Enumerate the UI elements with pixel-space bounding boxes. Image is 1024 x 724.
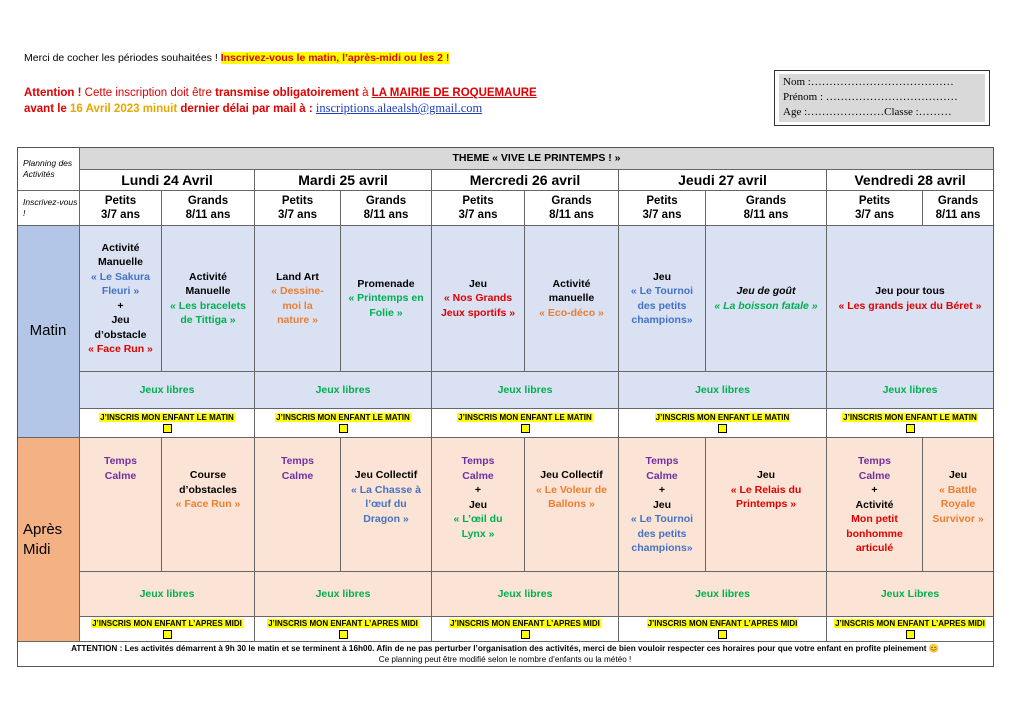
inscription-matin-text: J’INSCRIS MON ENFANT LE MATIN [276,413,410,422]
apres-activity-line: Dragon » [363,512,409,525]
group-grands-name: Grands [551,195,592,207]
jeux-libres-label: Jeux libres [139,587,195,600]
inscription-matin-text: J’INSCRIS MON ENFANT LE MATIN [843,413,977,422]
inscription-apres-2[interactable] [255,617,432,642]
matin-activity-line: champions» [631,314,693,326]
apres-activity-line: Calme [646,469,678,482]
inscription-matin-label [842,413,978,423]
apres-activity-line: l’œuf du [365,498,407,510]
apres-activity-line: + [474,484,482,496]
planning-label-cell [17,147,80,191]
inscription-matin-5[interactable] [827,409,994,438]
jeux-libres-label: Jeux Libres [880,587,940,600]
matin-jeux-libres [827,372,994,409]
apres-activity-line: Temps [103,455,138,467]
apres-jeux-libres [432,572,619,617]
apres-activity-line: Survivor » [932,512,984,525]
apres-activity-grands [923,438,994,572]
matin-activity-all [827,226,994,372]
attention-text: Cette inscription doit être [81,87,216,99]
group-grands-name: Grands [365,195,407,207]
inscription-apres-label [267,619,419,629]
apres-checkbox[interactable] [906,630,915,639]
jeux-libres-label: Jeux libres [882,383,938,396]
inscription-apres-text: J’INSCRIS MON ENFANT L’APRES MIDI [647,619,798,628]
planning-label: Planning des Activités [23,157,73,179]
matin-activity-petits [80,226,162,372]
matin-jeux-libres [432,372,619,409]
inscription-apres-label [834,619,986,629]
attention-label: Attention ! [24,87,82,99]
inscription-apres-text: J’INSCRIS MON ENFANT L’APRES MIDI [268,619,418,628]
apres-activity-line: + [658,484,666,496]
matin-label-cell [17,226,80,438]
matin-activity-line: « Eco-déco » [539,306,604,319]
apres-activity-line: « Battle [939,483,977,496]
inscription-matin-2[interactable] [255,409,432,438]
matin-checkbox[interactable] [163,424,172,433]
matin-jeux-libres [255,372,432,409]
inscription-apres-3[interactable] [432,617,619,642]
identity-box [774,70,990,126]
inscription-matin-label [457,413,593,423]
day-header-1 [80,170,255,191]
group-petits-name: Petits [858,195,891,207]
footer-line-2: Ce planning peut être modifié selon le nombre d’enfants ou la météo ! [378,655,632,664]
matin-activity-line: « Le Sakura [91,270,150,283]
group-grands-age: 8/11 ans [935,209,981,221]
group-grands-name: Grands [187,195,229,207]
matin-activity-line: « Le Tournoi [630,285,694,297]
mairie-name: LA MAIRIE DE ROQUEMAURE [371,87,537,99]
group-petits-header [827,191,923,226]
day-name: Jeudi 27 avril [678,171,767,188]
matin-activity-grands [525,226,619,372]
matin-activity-line: Activité [101,241,140,254]
matin-activity-line: Jeu pour tous [875,285,945,297]
matin-activity-line: Jeu de goût [736,285,796,297]
inscription-matin-label [655,413,791,423]
apres-activity-line: Calme [858,469,891,482]
matin-activity-line: + [117,299,124,312]
apres-midi-label: Après Midi [23,520,63,558]
matin-checkbox[interactable] [339,424,348,433]
matin-activity-petits [255,226,341,372]
matin-activity-line: Manuelle [185,285,231,297]
apres-midi-label-cell [17,438,80,642]
footer-note [17,642,994,667]
jeux-libres-label: Jeux libres [695,587,750,600]
apres-activity-line: « Le Tournoi [630,513,694,525]
matin-checkbox[interactable] [521,424,530,433]
group-petits-name: Petits [646,195,678,207]
age-classe-field[interactable]: Age :…………………Classe :……… [783,106,952,118]
apres-checkbox[interactable] [339,630,348,639]
matin-activity-line: « Face Run » [88,343,153,355]
group-grands-header [162,191,255,226]
day-name: Mardi 25 avril [298,171,388,188]
day-header-2 [255,170,432,191]
footer-line-1: ATTENTION : Les activités démarrent à 9h 30 le matin et se terminent à 16h00. Afin de ne pas perturber l’organisation des activités, merci de bien vouloir respecter ces horaires pour que votre enfant en profite pleinement 😊 [71,644,939,653]
matin-activity-line: « Nos Grands [443,292,513,305]
intro-line [24,52,449,64]
attention-bold: transmise obligatoirement [215,87,359,99]
matin-activity-line: des petits [637,299,687,312]
group-petits-header [255,191,341,226]
apres-activity-grands [706,438,827,572]
apres-activity-line: Ballons » [548,498,595,510]
group-grands-age: 8/11 ans [549,209,594,221]
matin-activity-line: « Printemps en [348,292,424,305]
group-grands-age: 8/11 ans [743,209,789,221]
group-grands-header [341,191,432,226]
matin-activity-line: de Tittiga » [180,314,236,326]
apres-jeux-libres [80,572,255,617]
matin-activity-petits [432,226,525,372]
apres-activity-line: Royale [940,498,976,510]
apres-activity-line: Calme [462,469,494,482]
apres-activity-line: Jeu [652,498,672,511]
inscription-matin-text: J’INSCRIS MON ENFANT LE MATIN [100,413,234,422]
inscrivez-label: Inscrivez-vous ! [23,197,78,218]
group-petits-age: 3/7 ans [642,209,682,221]
apres-activity-line: + [871,484,878,496]
matin-activity-line: Jeux sportifs » [440,306,516,319]
attention-a: à [358,87,372,99]
apres-activity-line: « Le Voleur de [536,483,607,496]
inscription-apres-1[interactable] [80,617,255,642]
apres-activity-line: Course [189,469,227,481]
inscription-matin-text: J’INSCRIS MON ENFANT LE MATIN [458,413,592,422]
inscrivez-label-cell [17,191,80,226]
day-name: Mercredi 26 avril [469,171,581,188]
apres-activity-petits [827,438,923,572]
apres-checkbox[interactable] [718,630,727,639]
apres-activity-line: Lynx » [461,527,495,540]
apres-jeux-libres [255,572,432,617]
group-grands-age: 8/11 ans [185,209,231,221]
apres-jeux-libres [619,572,827,617]
apres-activity-line: Printemps » [735,498,797,510]
inscription-matin-label [275,413,411,423]
group-grands-header [923,191,994,226]
intro-highlight: Inscrivez-vous le matin, l’après-midi ou les 2 ! [220,52,450,64]
matin-activity-line: « Dessine- [271,285,324,297]
apres-activity-line: champions» [631,542,693,554]
group-petits-name: Petits [281,195,314,207]
apres-activity-line: Mon petit [851,513,898,525]
apres-activity-line: bonhomme [846,527,903,540]
group-grands-name: Grands [745,195,787,207]
matin-activity-petits [619,226,706,372]
matin-activity-line: Jeu [111,314,130,326]
apres-activity-line: Jeu [756,469,776,481]
apres-checkbox[interactable] [521,630,530,639]
apres-activity-line: Calme [281,469,314,482]
identity-fields [779,74,985,122]
apres-activity-line: d’obstacles [179,483,237,496]
apres-activity-line: articulé [855,542,894,554]
inscription-matin-label [99,413,235,423]
matin-activity-line: « Les bracelets [170,299,246,312]
apres-activity-line: « Le Relais du [730,483,802,496]
day-header-4 [619,170,827,191]
matin-activity-line: moi la [282,299,313,312]
inscription-apres-label [91,619,243,629]
apres-activity-line: Jeu [948,469,968,481]
group-petits-header [432,191,525,226]
group-petits-age: 3/7 ans [855,209,894,221]
group-grands-header [706,191,827,226]
apres-activity-line: Temps [645,455,679,467]
group-grands-header [525,191,619,226]
matin-activity-line: manuelle [548,292,595,305]
matin-activity-line: Fleuri » [101,285,140,297]
apres-activity-line: « L’œil du [453,513,503,525]
jeux-libres-label: Jeux libres [139,383,195,396]
avant-text: avant le [24,103,71,115]
inscription-apres-text: J’INSCRIS MON ENFANT L’APRES MIDI [450,619,600,628]
email-link[interactable]: inscriptions.alaealsh@gmail.com [315,101,483,115]
matin-activity-line: Land Art [276,270,319,283]
deadline-date: 16 Avril 2023 minuit [70,103,178,115]
matin-activity-grands [341,226,432,372]
apres-activity-line: Temps [280,455,315,467]
matin-activity-line: Folie » [369,306,403,319]
inscription-matin-3[interactable] [432,409,619,438]
jeux-libres-label: Jeux libres [695,383,750,396]
day-name: Lundi 24 Avril [121,171,213,188]
day-name: Vendredi 28 avril [854,171,966,188]
jeux-libres-label: Jeux libres [315,383,371,396]
apres-checkbox[interactable] [163,630,172,639]
matin-activity-line: nature » [277,314,318,326]
inscription-apres-text: J’INSCRIS MON ENFANT L’APRES MIDI [835,619,985,628]
matin-activity-line: d’obstacle [94,328,147,341]
apres-activity-line: Jeu Collectif [354,469,418,481]
matin-activity-line: Activité [552,277,591,290]
planning-table [17,147,994,667]
apres-jeux-libres [827,572,994,617]
day-header-3 [432,170,619,191]
matin-activity-line: Activité [189,270,227,283]
jeux-libres-label: Jeux libres [497,587,553,600]
group-petits-age: 3/7 ans [278,209,317,221]
apres-activity-line: Jeu Collectif [540,469,603,481]
apres-activity-petits [80,438,162,572]
jeux-libres-label: Jeux libres [315,587,371,600]
jeux-libres-label: Jeux libres [497,383,553,396]
theme-title: THEME « VIVE LE PRINTEMPS ! » [452,151,621,164]
group-petits-age: 3/7 ans [458,209,498,221]
apres-activity-line: des petits [637,527,687,540]
inscription-apres-label [647,619,799,629]
inscription-apres-5[interactable] [827,617,994,642]
apres-activity-line: « Face Run » [175,498,241,510]
matin-activity-line: « Les grands jeux du Béret » [838,299,982,312]
nom-field[interactable]: Nom :………………………………… [783,76,954,88]
matin-activity-line: Jeu [652,270,672,283]
deadline-rest: dernier délai par mail à : [177,103,316,115]
group-petits-header [80,191,162,226]
attention-line-2 [24,101,482,117]
group-petits-age: 3/7 ans [101,209,140,221]
matin-activity-line: Promenade [357,277,415,290]
inscription-apres-4[interactable] [619,617,827,642]
inscription-apres-label [449,619,601,629]
apres-activity-grands [525,438,619,572]
matin-activity-line: Manuelle [98,256,143,268]
apres-activity-line: Calme [104,469,137,482]
apres-activity-petits [619,438,706,572]
theme-header [80,147,994,170]
apres-activity-line: Activité [855,498,894,511]
apres-activity-line: Temps [857,455,892,467]
matin-jeux-libres [619,372,827,409]
matin-checkbox[interactable] [906,424,915,433]
matin-jeux-libres [80,372,255,409]
apres-activity-grands [162,438,255,572]
group-petits-name: Petits [462,195,494,207]
prenom-field[interactable]: Prénom : ……………………………… [783,91,958,103]
apres-activity-grands [341,438,432,572]
inscription-matin-text: J’INSCRIS MON ENFANT LE MATIN [655,413,790,422]
day-header-5 [827,170,994,191]
apres-activity-line: « La Chasse à [350,483,422,496]
matin-activity-line: « La boisson fatale » [714,299,818,312]
attention-line-1 [24,86,537,101]
inscription-apres-text: J’INSCRIS MON ENFANT L’APRES MIDI [92,619,242,628]
matin-activity-grands [162,226,255,372]
intro-text: Merci de cocher les périodes souhaitées ! [24,52,221,64]
apres-activity-petits [255,438,341,572]
inscription-matin-1[interactable] [80,409,255,438]
inscription-matin-4[interactable] [619,409,827,438]
apres-activity-petits [432,438,525,572]
group-grands-age: 8/11 ans [363,209,409,221]
matin-checkbox[interactable] [718,424,727,433]
group-grands-name: Grands [937,195,979,207]
matin-activity-grands [706,226,827,372]
matin-activity-line: Jeu [468,277,488,290]
apres-activity-line: Temps [461,455,495,467]
group-petits-name: Petits [104,195,137,207]
group-petits-header [619,191,706,226]
matin-label: Matin [29,322,67,340]
apres-activity-line: Jeu [468,498,488,511]
